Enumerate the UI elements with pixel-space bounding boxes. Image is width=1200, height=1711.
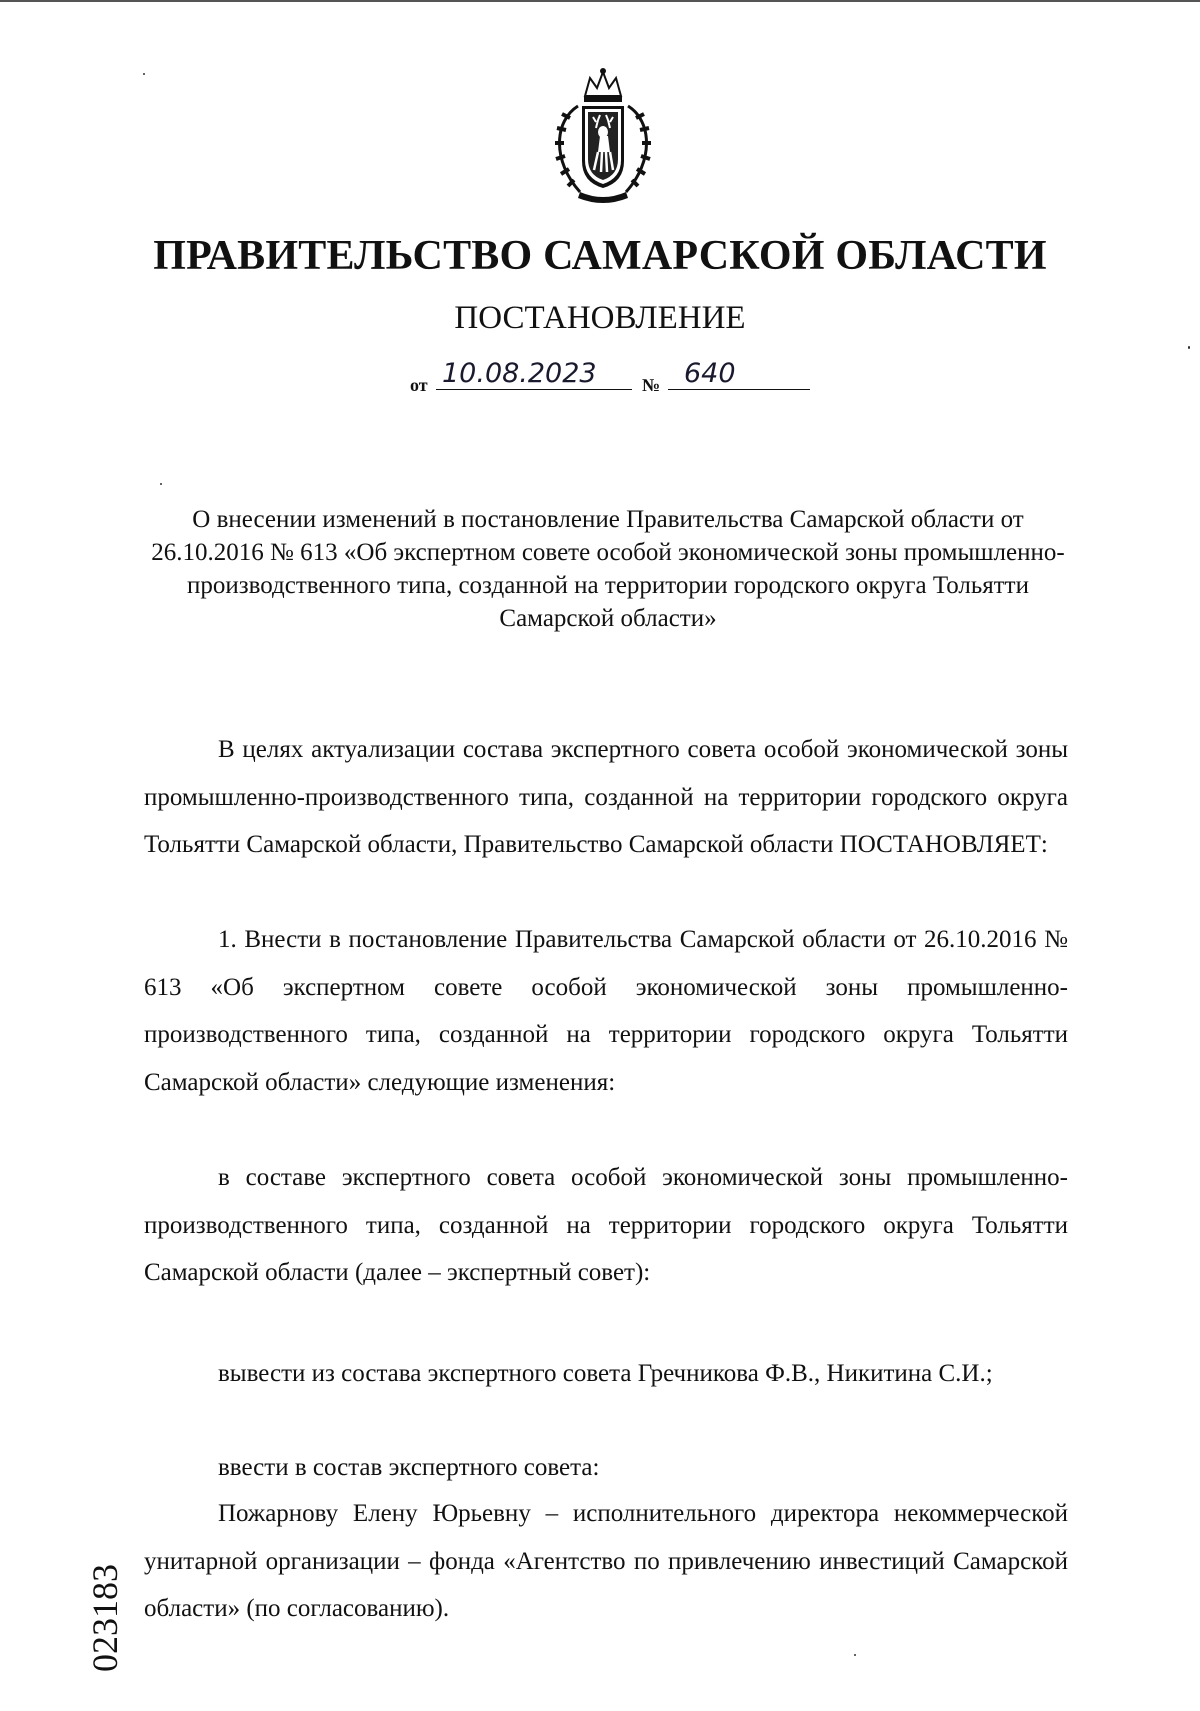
- date-number-line: [410, 358, 810, 398]
- body-paragraph-preamble: В целях актуализации состава экспертного совета особой экономической зоны промышленно-производственного типа, созданной на территории городского округа Тольятти Самарской области, Правительство Самарской области ПОСТАНОВЛЯЕТ:: [144, 736, 1068, 858]
- org-title: ПРАВИТЕЛЬСТВО САМАРСКОЙ ОБЛАСТИ: [153, 233, 1047, 279]
- scan-speck: [160, 483, 162, 485]
- coat-of-arms-icon: [540, 66, 666, 206]
- handwritten-date: 10.08.2023: [436, 358, 632, 390]
- body-paragraph-change-intro: в составе экспертного совета особой экономической зоны промышленно-производственного типа, созданной на территории городского округа Тольятти Самарской области (далее – экспертный совет):: [144, 1164, 1068, 1286]
- body-paragraph-add-intro: ввести в состав экспертного совета:: [218, 1454, 600, 1481]
- scan-speck: [854, 1654, 856, 1656]
- document-subject: О внесении изменений в постановление Правительства Самарской области от 26.10.2016 № 613 «Об экспертном совете особой экономической зоны промышленно-производственного типа, созданной на территории городского округа Тольятти Самарской области»: [151, 506, 1065, 632]
- body-paragraph-add-member: Пожарнову Елену Юрьевну – исполнительного директора некоммерческой унитарной организации – фонда «Агентство по привлечению инвестиций Самарской области» (по согласованию).: [144, 1500, 1068, 1622]
- number-label: №: [642, 375, 661, 395]
- date-label: от: [410, 375, 428, 395]
- document-type: ПОСТАНОВЛЕНИЕ: [454, 300, 746, 336]
- body-paragraph-remove-members: вывести из состава экспертного совета Гречникова Ф.В., Никитина С.И.;: [218, 1360, 993, 1387]
- side-serial-code: 023183: [85, 1564, 125, 1672]
- body-paragraph-item-1: 1. Внести в постановление Правительства Самарской области от 26.10.2016 № 613 «Об экспертном совете особой экономической зоны промышленно-производственного типа, созданной на территории городского округа Тольятти Самарской области» следующие изменения:: [144, 926, 1068, 1096]
- handwritten-number: 640: [668, 358, 810, 390]
- scan-speck: [143, 73, 145, 75]
- top-rule: [0, 0, 1200, 2]
- scan-speck: [1188, 346, 1190, 349]
